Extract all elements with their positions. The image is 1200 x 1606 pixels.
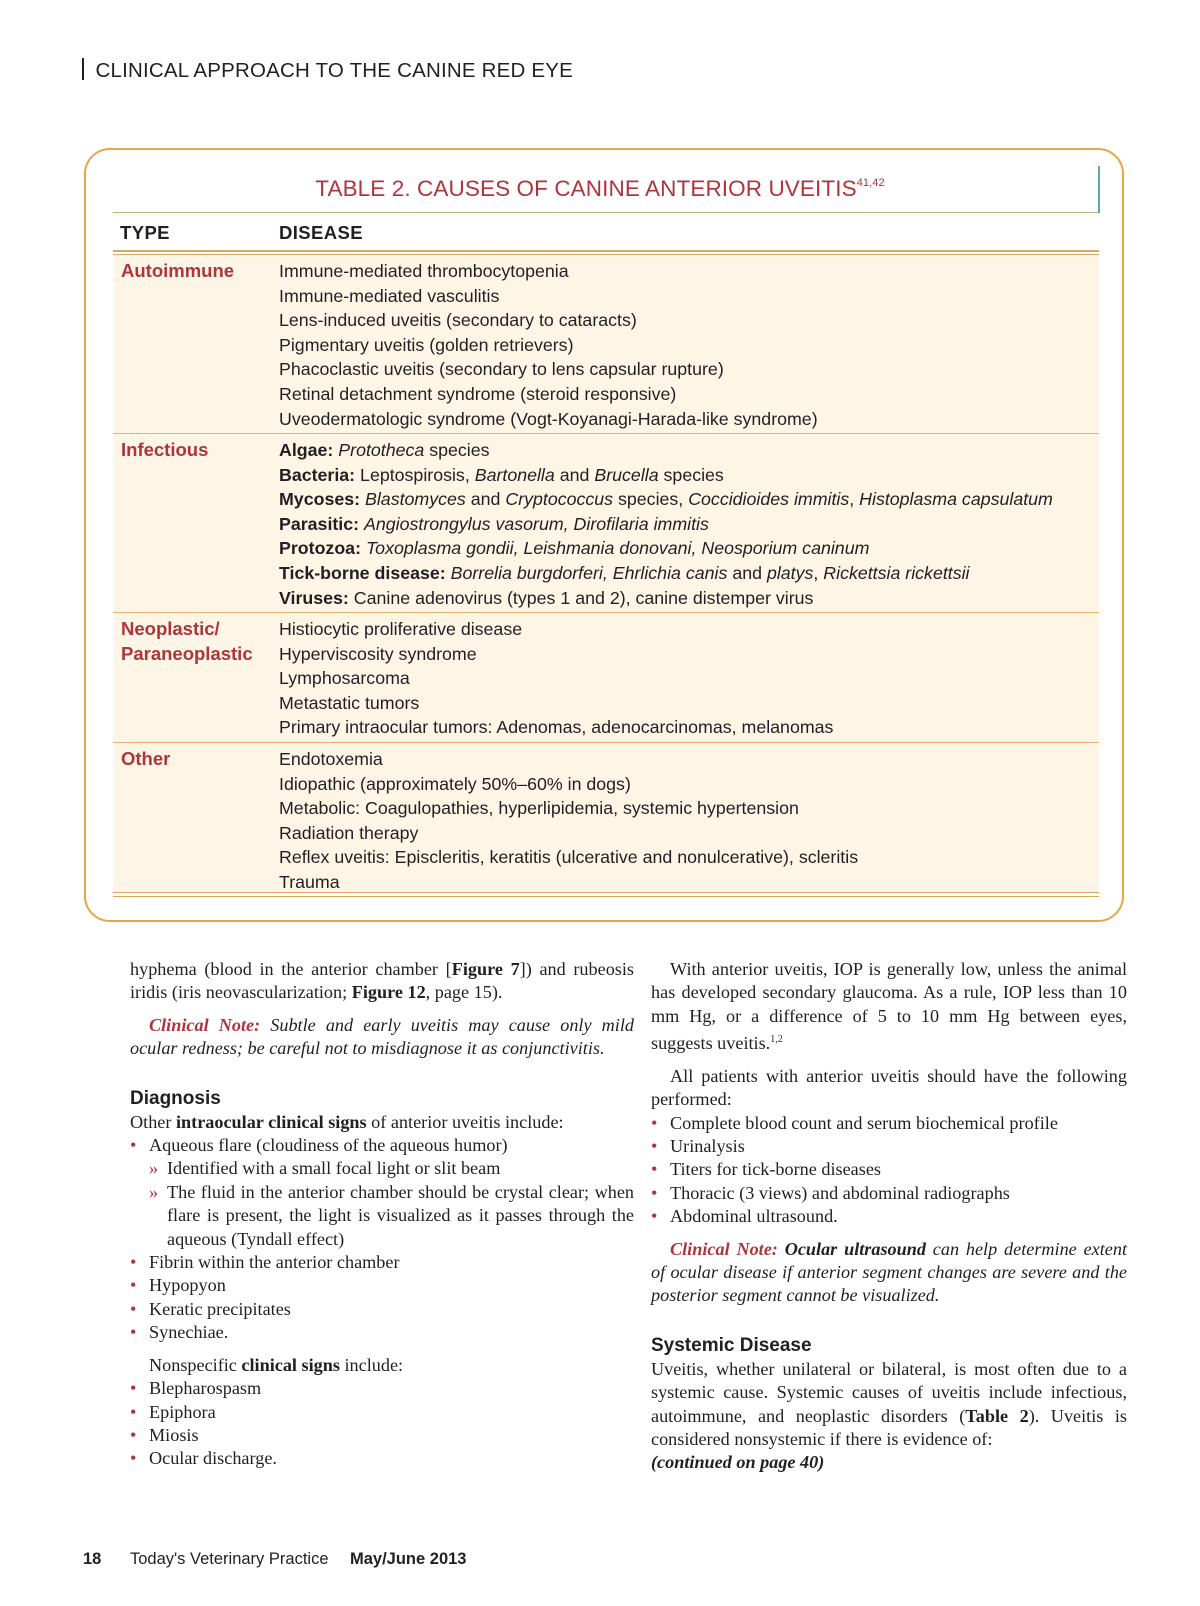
list-item: • Miosis (130, 1424, 634, 1447)
publication-name: Today's Veterinary Practice (130, 1550, 329, 1568)
disease-item-algae: Algae: Prototheca species (279, 440, 490, 460)
header-rule (113, 250, 1099, 252)
disease-item: Radiation therapy (279, 822, 419, 843)
table-end-rule (113, 892, 1099, 893)
continued-note: (continued on page 40) (651, 1452, 825, 1473)
disease-item: Phacoclastic uveitis (secondary to lens capsular rupture) (279, 359, 724, 380)
disease-item-tick-borne: Tick-borne disease: Borrelia burgdorferi, Ehrlichia canis and platys, Rickettsia rickettsii (279, 562, 970, 583)
disease-item: Immune-mediated thrombocytopenia (279, 261, 569, 281)
type-label: Neoplastic/ Paraneoplastic (121, 618, 253, 664)
title-rule (113, 212, 1099, 213)
disease-list (279, 617, 833, 740)
table-title: TABLE 2. CAUSES OF CANINE ANTERIOR UVEITIS$^{41,42}$ (315, 176, 885, 201)
left-column (130, 958, 634, 1471)
col-head-type: TYPE (120, 222, 170, 243)
list-item: • Abdominal ultrasound. (651, 1205, 1127, 1228)
disease-item: Lens-induced uveitis (secondary to cataracts) (279, 310, 637, 331)
paragraph: Nonspecific clinical signs include: (149, 1354, 404, 1375)
paragraph: Other intraocular clinical signs of anterior uveitis include: (130, 1111, 564, 1132)
paragraph: With anterior uveitis, IOP is generally low, unless the animal has developed secondary glaucoma. As a rule, IOP less than 10 mm Hg, or a difference of 5 to 10 mm Hg between eyes, suggests uveitis.$^{1,2}$ (651, 959, 1127, 1054)
list-item: • Urinalysis (651, 1135, 1127, 1158)
clinical-note: Clinical Note: Ocular ultrasound can help determine extent of ocular disease if anterior segment changes are severe and the posterior segment cannot be visualized. (651, 1238, 1127, 1306)
disease-item: Metabolic: Coagulopathies, hyperlipidemia, systemic hypertension (279, 798, 799, 819)
running-head-bar (82, 58, 84, 80)
disease-item-protozoa: Protozoa: Toxoplasma gondii, Leishmania donovani, Neosporium caninum (279, 538, 870, 559)
type-label: Other (121, 748, 171, 769)
disease-item: Hyperviscosity syndrome (279, 643, 477, 664)
signs-list (130, 1134, 634, 1345)
disease-list (279, 747, 858, 895)
paragraph: All patients with anterior uveitis should have the following performed: (651, 1065, 1127, 1110)
clinical-note: Clinical Note: Subtle and early uveitis may cause only mild ocular redness; be careful not to misdiagnose it as conjunctivitis. (130, 1014, 634, 1059)
right-column (651, 958, 1127, 1475)
list-item: • Ocular discharge. (130, 1447, 634, 1470)
row-neoplastic (113, 613, 1099, 743)
disease-item: Histiocytic proliferative disease (279, 619, 523, 639)
page-number: 18 (83, 1550, 102, 1568)
list-item: • Fibrin within the anterior chamber (130, 1251, 634, 1274)
row-autoimmune (113, 255, 1099, 434)
disease-item: Trauma (279, 871, 340, 892)
type-label: Infectious (121, 439, 209, 460)
list-item: • Keratic precipitates (130, 1298, 634, 1321)
issue-date: May/June 2013 (350, 1550, 467, 1568)
disease-item-parasitic: Parasitic: Angiostrongylus vasorum, Dirofilaria immitis (279, 513, 709, 534)
section-heading-systemic: Systemic Disease (651, 1334, 812, 1356)
disease-item-mycoses: Mycoses: Blastomyces and Cryptococcus species, Coccidioides immitis, Histoplasma capsulatum (279, 489, 1053, 510)
list-item: • Hypopyon (130, 1274, 634, 1297)
disease-item: Pigmentary uveitis (golden retrievers) (279, 334, 574, 355)
disease-item: Primary intraocular tumors: Adenomas, adenocarcinomas, melanomas (279, 717, 834, 738)
sub-list-item: » Identified with a small focal light or slit beam (130, 1157, 634, 1180)
table-end-rule-2 (113, 896, 1099, 897)
list-item: • Thoracic (3 views) and abdominal radiographs (651, 1182, 1127, 1205)
disease-list (279, 438, 1053, 610)
disease-item: Endotoxemia (279, 749, 383, 769)
disease-item: Uveodermatologic syndrome (Vogt-Koyanagi-Harada-like syndrome) (279, 408, 818, 429)
tests-list (651, 1112, 1127, 1229)
list-item: • Complete blood count and serum biochemical profile (651, 1112, 1127, 1135)
disease-item: Idiopathic (approximately 50%–60% in dogs) (279, 773, 631, 794)
disease-item-bacteria: Bacteria: Leptospirosis, Bartonella and Brucella species (279, 464, 724, 485)
list-item: • Titers for tick-borne diseases (651, 1158, 1127, 1181)
sub-list (130, 1157, 634, 1251)
disease-list (279, 259, 818, 431)
list-item: • Synechiae. (130, 1321, 634, 1344)
list-item: • Blepharospasm (130, 1377, 634, 1400)
row-infectious (113, 434, 1099, 613)
running-head: CLINICAL APPROACH TO THE CANINE RED EYE (82, 58, 573, 83)
disease-item: Immune-mediated vasculitis (279, 285, 500, 306)
list-item: • Aqueous flare (cloudiness of the aqueous humor) » Identified with a small focal light or slit beam » The fluid in the anterior chamber should be crystal clear; when flare is present, the light is visualized as it passes through the aqueous (Tyndall effect) (130, 1134, 634, 1251)
disease-item: Reflex uveitis: Episcleritis, keratitis (ulcerative and nonulcerative), scleritis (279, 847, 859, 868)
col-head-disease: DISEASE (279, 222, 364, 243)
type-label: Autoimmune (121, 260, 235, 281)
nonspecific-list (130, 1377, 634, 1471)
title-rule-accent (1098, 166, 1100, 213)
row-other (113, 743, 1099, 892)
section-heading-diagnosis: Diagnosis (130, 1087, 221, 1109)
disease-item: Metastatic tumors (279, 692, 420, 713)
disease-item: Retinal detachment syndrome (steroid responsive) (279, 383, 677, 404)
disease-item: Lymphosarcoma (279, 668, 410, 689)
disease-item-viruses: Viruses: Canine adenovirus (types 1 and 2), canine distemper virus (279, 587, 814, 608)
paragraph: Uveitis, whether unilateral or bilateral, is most often due to a systemic cause. Systemic causes of uveitis include infectious, autoimmune, and neoplastic disorders (Table 2). Uveitis is considered nonsystemic if there is evidence of: (651, 1358, 1127, 1449)
sub-list-item: » The fluid in the anterior chamber should be crystal clear; when flare is present, the light is visualized as it passes through the aqueous (Tyndall effect) (130, 1181, 634, 1251)
paragraph: hyphema (blood in the anterior chamber [Figure 7]) and rubeosis iridis (iris neovascularization; Figure 12, page 15). (130, 959, 634, 1003)
list-item: • Epiphora (130, 1401, 634, 1424)
